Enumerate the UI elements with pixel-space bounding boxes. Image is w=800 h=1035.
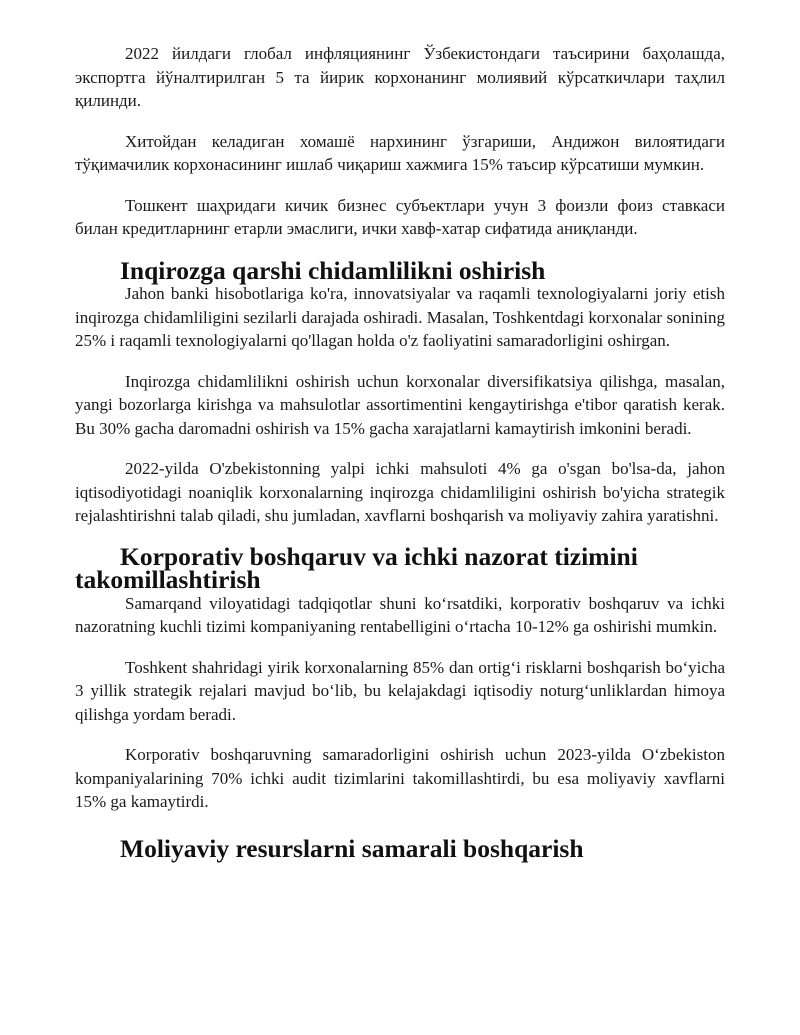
paragraph-inflation-analysis: 2022 йилдаги глобал инфляциянинг Ўзбекистондаги таъсирини баҳолашда, экспортга йўналтирилган 5 та йирик корхонанинг молиявий кўрсаткичлари таҳлил қилинди. [75,44,725,110]
paragraph-small-business-credit: Тошкент шаҳридаги кичик бизнес субъектлари учун 3 фоизли фоиз ставкаси билан кредитларнинг етарли эмаслиги, ички хавф-хатар сифатида аниқланди. [75,195,725,238]
document-body [75,42,725,863]
section-heading-financial-resources: Moliyaviy resurslarni samarali boshqarish [120,833,584,863]
paragraph-world-bank-digital: Jahon banki hisobotlariga ko'ra, innovatsiyalar va raqamli texnologiyalarni joriy etish inqirozga chidamliligini sezilarli darajada oshiradi. Masalan, Toshkentdagi korxonalar sonining 25% i raqamli texnologiyalarni qo'llagan holda o'z faoliyatini samaradorligini oshirgan. [75,284,725,350]
section-heading-corporate-governance: Korporativ boshqaruv va ichki nazorat tizimini takomillashtirish [75,541,638,594]
paragraph-raw-material-prices: Хитойдан келадиган хомашё нархининг ўзгариши, Андижон вилоятидаги тўқимачилик корхонасининг ишлаб чиқариш хажмига 15% таъсир кўрсатиши мумкин. [75,131,725,174]
paragraph-tashkent-risk-plans: Toshkent shahridagi yirik korxonalarning 85% dan ortig‘i risklarni boshqarish bo‘yicha 3 yillik strategik rejalari mavjud bo‘lib, bu kelajakdagi iqtisodiy noturg‘unliklardan himoya qilishga yordam beradi. [75,657,725,724]
paragraph-gdp-growth: 2022-yilda O'zbekistonning yalpi ichki mahsuloti 4% ga o'sgan bo'lsa-da, jahon iqtisodiyotidagi noaniqlik korxonalarning inqirozga chidamliligini oshirish bo'yicha strategik rejalashtirishni talab qiladi, shu jumladan, xavflarni boshqarish va moliyaviy zahira yaratishni. [75,459,725,525]
paragraph-internal-audit: Korporativ boshqaruvning samaradorligini oshirish uchun 2023-yilda O‘zbekiston kompaniyalarining 70% ichki audit tizimlarini takomillashtirdi, bu esa moliyaviy xavflarni 15% ga kamaytirdi. [75,745,725,811]
paragraph-samarkand-research: Samarqand viloyatidagi tadqiqotlar shuni ko‘rsatdiki, korporativ boshqaruv va ichki nazoratning kuchli tizimi kompaniyaning rentabelligini o‘rtacha 10-12% ga oshirishi mumkin. [75,593,725,636]
section-heading-crisis-resilience: Inqirozga qarshi chidamlilikni oshirish [120,255,546,285]
paragraph-diversification: Inqirozga chidamlilikni oshirish uchun korxonalar diversifikatsiya qilishga, masalan, yangi bozorlarga kirishga va mahsulotlar assortimentini kengaytirishga e'tibor qaratish kerak. Bu 30% gacha daromadni oshirish va 15% gacha xarajatlarni kamaytirish imkonini beradi. [75,371,725,438]
